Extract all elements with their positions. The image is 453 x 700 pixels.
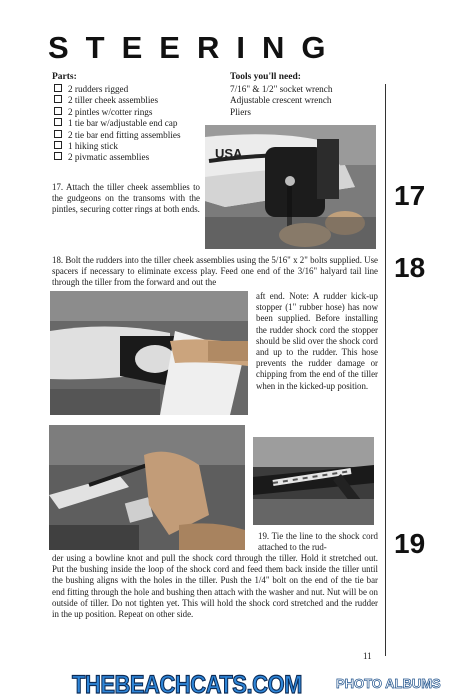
parts-item: 1 hiking stick (54, 141, 181, 152)
parts-item: 2 rudders rigged (54, 84, 181, 95)
checkbox-icon (54, 130, 62, 138)
photo-albums-logo: PHOTO ALBUMS (336, 676, 441, 691)
checkbox-icon (54, 95, 62, 103)
margin-rule (385, 84, 386, 656)
parts-item: 2 pivmatic assemblies (54, 152, 181, 163)
parts-heading: Parts: (52, 72, 77, 82)
step-19-photo (49, 425, 245, 550)
page-number: 11 (363, 651, 372, 661)
checkbox-icon (54, 118, 62, 126)
tools-item: Pliers (230, 106, 251, 117)
step-number-18: 18 (394, 252, 426, 283)
step-17-photo (205, 125, 376, 249)
step-18-text-side: aft end. Note: A rudder kick-up stopper (1" rubber hose) has now been supplied. Before installing the rudder shock cord the stopper should be slid over the shock cord and up to the rudder. This hose prevents the rudder damage or chipping from the end of the tiller when in the kicked-up position. (256, 291, 378, 391)
tools-list (230, 84, 332, 118)
checkbox-icon (54, 84, 62, 92)
tools-heading: Tools you'll need: (230, 72, 301, 82)
step-19-text-side: 19. Tie the line to the shock cord attached to the rud- (258, 531, 378, 553)
site-logo: THEBEACHCATS.COM (72, 670, 302, 699)
checkbox-icon (54, 141, 62, 149)
step-number-17: 17 (394, 180, 426, 211)
tools-item: Adjustable crescent wrench (230, 95, 332, 106)
parts-item: 2 tie bar end fitting assemblies (54, 130, 181, 141)
step-18-detail-photo (253, 437, 374, 525)
checkbox-icon (54, 152, 62, 160)
step-number-19: 19 (394, 528, 426, 559)
step-19-text-bottom: der using a bowline knot and pull the shock cord through the tiller. Hold it stretched out. Put the bushing inside the loop of the shock cord and feed them back inside the tiller until the bushing aligns with the holes in the tiller. Push the 1/4" bolt on the end of the tie bar end fitting through the hole and bushing then attach with the washer and nut. Nut will be on outside of tiller. Do not tighten yet. This will hold the shock cord stretched and the rudder in the up position. Repeat on other side. (52, 553, 378, 620)
parts-item: 2 tiller cheek assemblies (54, 95, 181, 106)
step-18-photo (50, 291, 248, 415)
parts-item: 2 pintles w/cotter rings (54, 107, 181, 118)
step-17-text: 17. Attach the tiller cheek assemblies to the gudgeons on the transoms with the pintles, securing cotter rings at both ends. (52, 182, 200, 215)
step-18-text-top: 18. Bolt the rudders into the tiller cheek assemblies using the 5/16" x 2" bolts supplied. Use spacers if necessary to eliminate excess play. Feed one end of the 3/16" halyard tail line through the tiller from the forward and out the (52, 255, 378, 288)
tools-item: 7/16" & 1/2" socket wrench (230, 84, 333, 94)
parts-list (54, 84, 181, 164)
page-title: STEERING (48, 30, 343, 65)
hull-lettering: USA (215, 146, 243, 161)
checkbox-icon (54, 107, 62, 115)
parts-item: 1 tie bar w/adjustable end cap (54, 118, 181, 129)
